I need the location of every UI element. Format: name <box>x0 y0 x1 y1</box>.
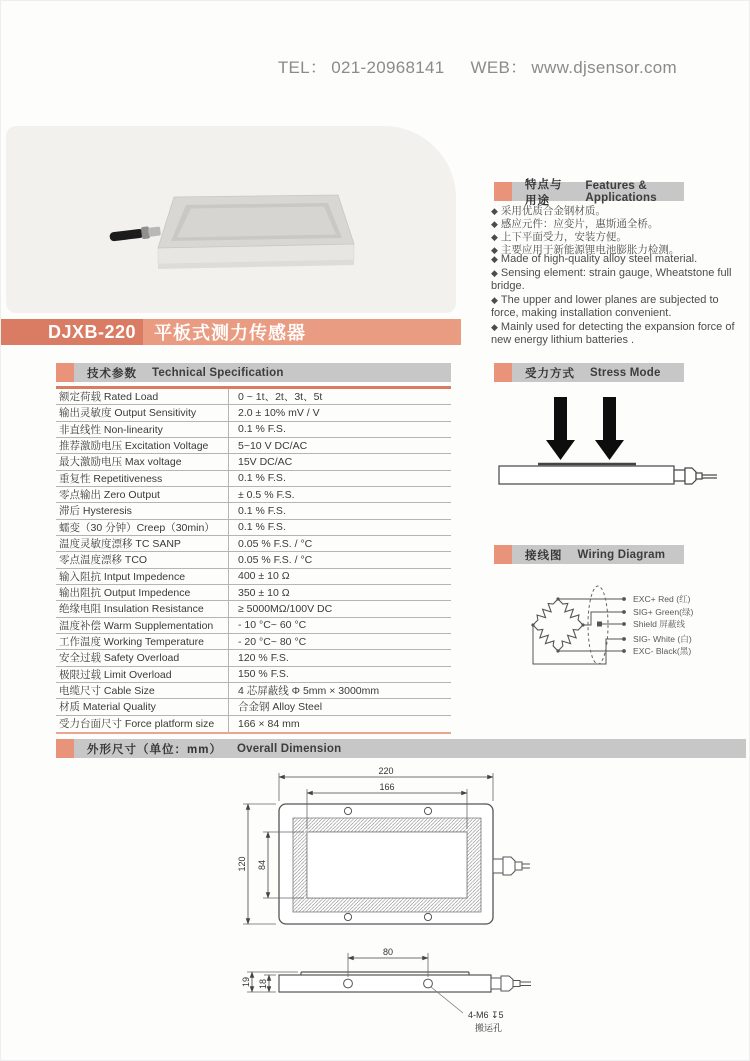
dim-body-height: 18 <box>258 978 268 990</box>
dim-inner-width: 166 <box>379 782 395 792</box>
table-row <box>56 454 451 470</box>
hole-note-line2: 搬运孔 <box>475 1023 503 1033</box>
bridge-wires <box>533 599 624 664</box>
sensor-side-profile <box>499 464 717 484</box>
stress-title-en: Stress Mode <box>590 366 661 379</box>
feature-text: 感应元件：应变片，惠斯通全桥。 <box>500 218 659 230</box>
spec-value: 合金钢 Alloy Steel <box>238 701 323 714</box>
feature-text: 主要应用于新能源锂电池膨胀力检测。 <box>500 244 680 256</box>
spec-param: 零点输出 Zero Output <box>56 487 229 502</box>
spec-value: 166 × 84 mm <box>238 717 300 730</box>
spec-param: 绝缘电阻 Insulation Resistance <box>56 601 229 616</box>
table-row <box>56 503 451 519</box>
section-accent-square <box>56 363 74 382</box>
section-accent-square <box>494 182 512 201</box>
table-row <box>56 487 451 503</box>
wire-label-exc-plus: EXC+ Red (红) <box>633 594 691 604</box>
section-header-spec <box>56 363 451 382</box>
wiring-title-zh: 接线图 <box>525 549 563 562</box>
spec-value: 0.1 % F.S. <box>238 521 286 534</box>
dimension-title-en: Overall Dimension <box>236 742 342 755</box>
wire-labels <box>633 593 694 656</box>
diamond-bullet-icon: ◆ <box>491 254 498 264</box>
feature-item <box>491 205 749 218</box>
wheatstone-bridge <box>530 596 586 654</box>
spec-param: 零点温度漂移 TCO <box>56 552 229 567</box>
spec-param: 重复性 Repetitiveness <box>56 471 229 486</box>
dim-outer-height: 120 <box>237 856 247 872</box>
features-title-en: Features & Applications <box>585 179 657 204</box>
section-header-features <box>494 178 684 207</box>
feature-text: Mainly used for detecting the expansion force of new energy lithium batteries . <box>491 320 735 346</box>
feature-text: Made of high-quality alloy steel material. <box>500 253 698 265</box>
wire-terminals <box>622 597 626 653</box>
wire-label-shield: Shield 屏蔽线 <box>633 619 686 629</box>
product-name: 平板式测力传感器 <box>143 319 461 345</box>
features-list-zh <box>491 205 749 257</box>
web-url[interactable]: www.djsensor.com <box>531 58 677 77</box>
wire-label-sig-plus: SIG+ Green(绿) <box>633 607 694 617</box>
spec-value: ± 0.5 % F.S. <box>238 488 295 501</box>
spec-param: 温度补偿 Warm Supplementation <box>56 618 229 633</box>
dim-total-height: 19 <box>241 976 251 988</box>
table-row <box>56 405 451 421</box>
section-accent-square <box>494 545 512 564</box>
table-row <box>56 422 451 438</box>
spec-param: 电缆尺寸 Cable Size <box>56 683 229 698</box>
spec-value: 0.05 % F.S. / °C <box>238 537 313 550</box>
spec-value: 400 ± 10 Ω <box>238 570 290 583</box>
top-view-body <box>279 804 493 924</box>
wire-label-sig-minus: SIG- White (白) <box>633 634 692 644</box>
feature-item <box>491 253 749 266</box>
web-label: WEB： <box>470 58 528 77</box>
table-row <box>56 667 451 683</box>
stress-mode-diagram <box>489 391 749 493</box>
title-bar <box>1 319 461 345</box>
feature-text: 采用优质合金钢材质。 <box>500 205 606 217</box>
tel-label: TEL： <box>277 58 328 77</box>
spec-value: 0 ~ 1t、2t、3t、5t <box>238 391 323 404</box>
feature-item <box>491 267 749 293</box>
spec-param: 非直线性 Non-linearity <box>56 422 229 437</box>
table-row <box>56 536 451 552</box>
feature-item <box>491 321 749 347</box>
feature-item <box>491 231 749 244</box>
spec-param: 工作温度 Working Temperature <box>56 634 229 649</box>
dim-outer-width: 220 <box>378 766 394 776</box>
spec-param: 极限过载 Limit Overload <box>56 667 229 682</box>
spec-value: 2.0 ± 10% mV / V <box>238 406 320 419</box>
hole-note-line1: 4-M6 ↧5 <box>468 1010 504 1020</box>
table-row <box>56 650 451 666</box>
diamond-bullet-icon: ◆ <box>491 245 498 255</box>
spec-value: 350 ± 10 Ω <box>238 586 290 599</box>
section-header-stress <box>494 363 684 382</box>
features-list-en <box>491 253 749 347</box>
table-row <box>56 471 451 487</box>
cable-connector <box>109 225 161 243</box>
table-row <box>56 601 451 617</box>
spec-param: 受力台面尺寸 Force platform size <box>56 716 229 732</box>
dimension-title-zh: 外形尺寸（单位：mm） <box>87 743 222 756</box>
spec-value: 0.05 % F.S. / °C <box>238 553 313 566</box>
tel-number: 021-20968141 <box>331 58 445 77</box>
section-header-wiring <box>494 545 684 564</box>
spec-value: ≥ 5000MΩ/100V DC <box>238 602 333 615</box>
table-row <box>56 552 451 568</box>
table-row <box>56 634 451 650</box>
spec-value: 0.1 % F.S. <box>238 423 286 436</box>
features-title-zh: 特点与用途 <box>525 178 563 207</box>
feature-text: 上下平面受力，安装方便。 <box>500 231 627 243</box>
diamond-bullet-icon: ◆ <box>491 267 498 278</box>
spec-value: 4 芯屏蔽线 Φ 5mm × 3000mm <box>238 685 380 698</box>
table-row <box>56 683 451 699</box>
spec-value: - 10 °C~ 60 °C <box>238 619 307 632</box>
dim-hole-span: 80 <box>382 947 394 957</box>
feature-text: The upper and lower planes are subjected to force, making installation convenient. <box>491 293 719 319</box>
spec-param: 输出阻抗 Output Impedence <box>56 585 229 600</box>
product-render <box>6 126 456 313</box>
spec-param: 滞后 Hysteresis <box>56 503 229 518</box>
header-contact <box>274 53 677 78</box>
spec-param: 推荐激励电压 Excitation Voltage <box>56 438 229 453</box>
spec-value: 5~10 V DC/AC <box>238 439 308 452</box>
section-header-dimension <box>56 739 746 758</box>
diamond-bullet-icon: ◆ <box>491 232 498 242</box>
dim-inner-height: 84 <box>257 859 267 871</box>
spec-value: 15V DC/AC <box>238 455 293 468</box>
section-accent-square <box>56 739 74 758</box>
feature-item <box>491 294 749 320</box>
spec-param: 材质 Material Quality <box>56 699 229 714</box>
sensor-plate-render <box>109 195 354 269</box>
spec-value: 150 % F.S. <box>238 668 289 681</box>
spec-title-zh: 技术参数 <box>87 367 137 380</box>
spec-value: 120 % F.S. <box>238 651 289 664</box>
diamond-bullet-icon: ◆ <box>491 294 498 305</box>
feature-item <box>491 218 749 231</box>
table-row <box>56 716 451 732</box>
diamond-bullet-icon: ◆ <box>491 219 498 229</box>
dimension-side-view <box>231 931 561 1046</box>
spec-table <box>56 386 451 734</box>
spec-value: - 20 °C~ 80 °C <box>238 635 307 648</box>
spec-title-en: Technical Specification <box>152 366 284 379</box>
spec-value: 0.1 % F.S. <box>238 504 286 517</box>
diamond-bullet-icon: ◆ <box>491 206 498 216</box>
table-row <box>56 569 451 585</box>
spec-param: 安全过载 Safety Overload <box>56 650 229 665</box>
table-row <box>56 585 451 601</box>
spec-param: 最大激励电压 Max voltage <box>56 454 229 469</box>
wiring-title-en: Wiring Diagram <box>577 548 666 561</box>
table-row <box>56 438 451 454</box>
stress-title-zh: 受力方式 <box>525 367 575 380</box>
spec-param: 输入阻抗 Intput Impedence <box>56 569 229 584</box>
table-row <box>56 389 451 405</box>
feature-text: Sensing element: strain gauge, Wheatstone full bridge. <box>491 266 732 292</box>
wire-label-exc-minus: EXC- Black(黑) <box>633 646 692 656</box>
side-view-body <box>279 972 491 992</box>
product-photo-card <box>6 126 456 313</box>
table-row <box>56 699 451 715</box>
spec-param: 额定荷载 Rated Load <box>56 389 229 404</box>
force-arrow-icon <box>546 397 624 460</box>
spec-value: 0.1 % F.S. <box>238 472 286 485</box>
top-view-connector <box>493 857 530 875</box>
shield-tap <box>597 622 602 627</box>
spec-param: 蠕变（30 分钟）Creep（30min） <box>56 520 229 535</box>
wiring-diagram <box>496 576 746 676</box>
side-view-connector <box>491 976 531 991</box>
table-row <box>56 618 451 634</box>
spec-param: 温度灵敏度漂移 TC SANP <box>56 536 229 551</box>
section-accent-square <box>494 363 512 382</box>
spec-param: 输出灵敏度 Output Sensitivity <box>56 405 229 420</box>
dimension-top-view <box>231 763 531 948</box>
spec-table-body <box>56 389 451 732</box>
diamond-bullet-icon: ◆ <box>491 321 498 332</box>
table-row <box>56 520 451 536</box>
product-model: DJXB-220 <box>1 319 143 345</box>
